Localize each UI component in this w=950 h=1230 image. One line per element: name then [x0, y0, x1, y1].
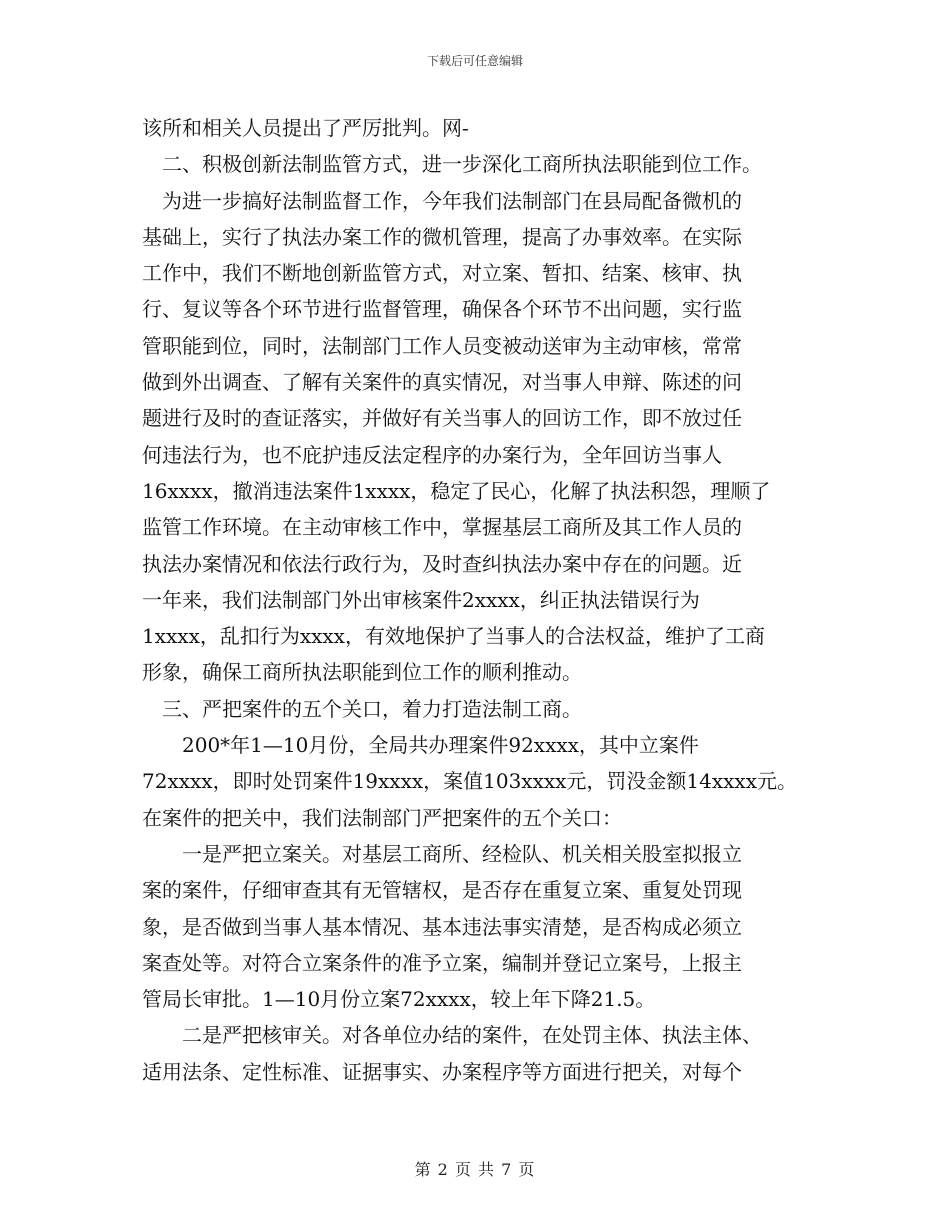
body-line: 16xxxx，撤消违法案件1xxxx，稳定了民心，化解了执法积怨，理顺了: [142, 478, 771, 503]
body-line: 为进一步搞好法制监督工作，今年我们法制部门在县局配备微机的: [162, 188, 742, 213]
body-line: 1xxxx，乱扣行为xxxx，有效地保护了当事人的合法权益，维护了工商: [142, 624, 765, 649]
body-line: 管职能到位，同时，法制部门工作人员变被动送审为主动审核，常常: [142, 333, 742, 358]
body-line: 题进行及时的查证落实，并做好有关当事人的回访工作，即不放过任: [142, 406, 742, 431]
body-line: 监管工作环境。在主动审核工作中，掌握基层工商所及其工作人员的: [142, 515, 742, 540]
body-line: 200*年1—10月份，全局共办理案件92xxxx，其中立案件: [182, 733, 699, 758]
body-line: 案的案件，仔细审查其有无管辖权，是否存在重复立案、重复处罚现: [142, 878, 742, 903]
body-line: 行、复议等各个环节进行监督管理，确保各个环节不出问题，实行监: [142, 297, 742, 322]
body-line: 在案件的把关中，我们法制部门严把案件的五个关口：: [142, 805, 622, 830]
body-line: 二是严把核审关。对各单位办结的案件，在处罚主体、执法主体、: [182, 1023, 762, 1048]
body-line: 72xxxx，即时处罚案件19xxxx，案值103xxxx元，罚没金额14xxxx元。: [142, 769, 797, 794]
body-line: 该所和相关人员提出了严厉批判。网-: [142, 116, 469, 140]
body-line: 一是严把立案关。对基层工商所、经检队、机关相关股室拟报立: [182, 841, 742, 866]
body-line: 形象，确保工商所执法职能到位工作的顺利推动。: [142, 660, 582, 685]
body-line: 何违法行为，也不庇护违反法定程序的办案行为，全年回访当事人: [142, 442, 722, 467]
body-line: 基础上，实行了执法办案工作的微机管理，提高了办事效率。在实际: [142, 224, 742, 249]
body-line: 适用法条、定性标准、证据事实、办案程序等方面进行把关，对每个: [142, 1059, 742, 1084]
body-line: 工作中，我们不断地创新监管方式，对立案、暂扣、结案、核审、执: [142, 261, 742, 286]
section-heading: 三、严把案件的五个关口，着力打造法制工商。: [162, 696, 582, 721]
document-body: [142, 110, 832, 1090]
page-number-footer: 第 2 页 共 7 页: [414, 1160, 536, 1179]
body-line: 一年来，我们法制部门外出审核案件2xxxx，纠正执法错误行为: [142, 587, 700, 612]
body-line: 做到外出调查、了解有关案件的真实情况，对当事人申辩、陈述的问: [142, 370, 742, 395]
page-header: 下载后可任意编辑: [426, 54, 523, 68]
body-line: 执法办案情况和依法行政行为，及时查纠执法办案中存在的问题。近: [142, 551, 742, 576]
body-line: 象，是否做到当事人基本情况、基本违法事实清楚，是否构成必须立: [142, 914, 742, 939]
section-heading: 二、积极创新法制监管方式，进一步深化工商所执法职能到位工作。: [162, 152, 762, 177]
body-line: 管局长审批。1—10月份立案72xxxx，较上年下降21.5。: [142, 987, 656, 1012]
body-line: 案查处等。对符合立案条件的准予立案，编制并登记立案号，上报主: [142, 950, 742, 975]
